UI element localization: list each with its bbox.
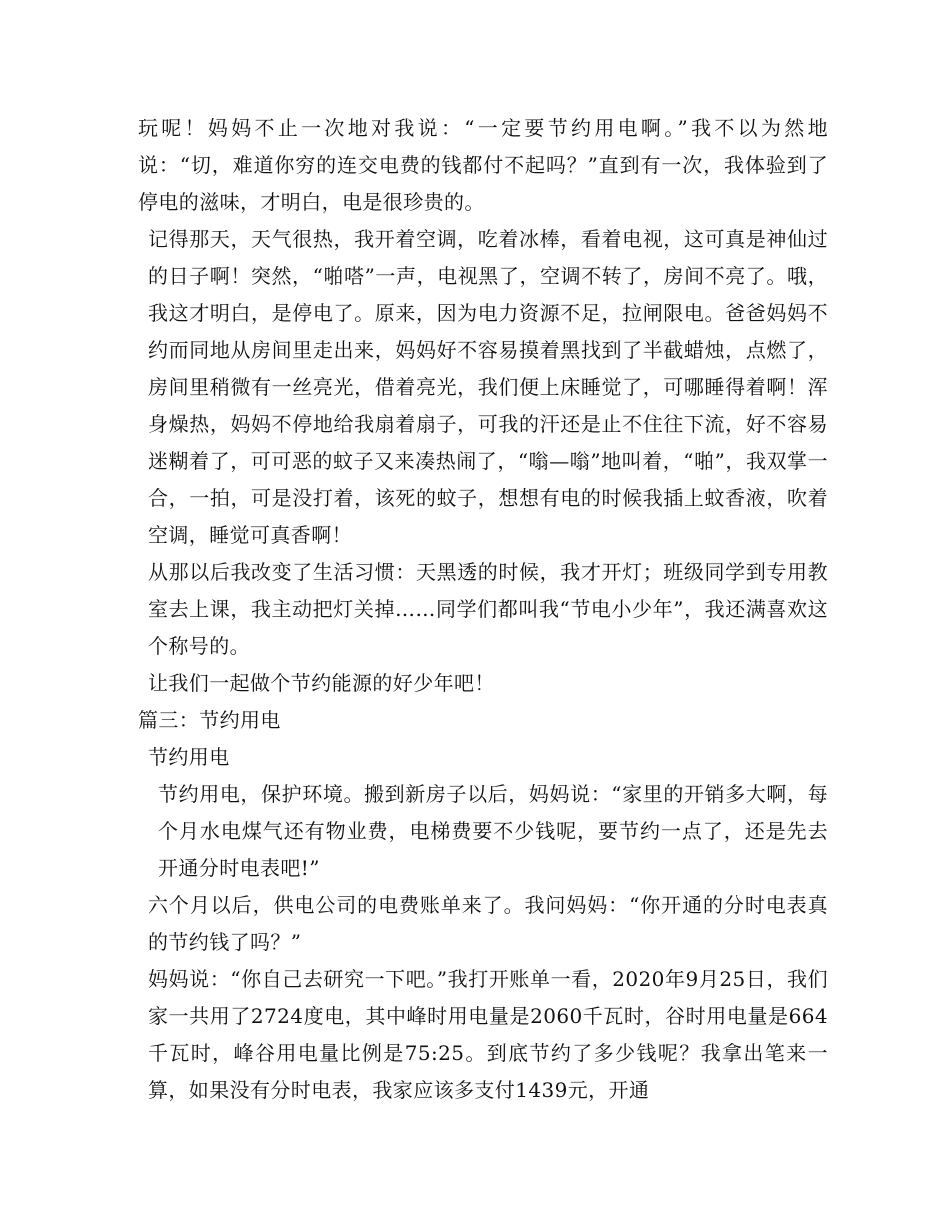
paragraph-power-outage-story: 记得那天，天气很热，我开着空调，吃着冰棒，看着电视，这可真是神仙过的日子啊！突然，“啪嗒”一声，电视黑了，空调不转了，房间不亮了。哦，我这才明白，是停电了。原来，因为电力资源不足，拉闸限电。爸爸妈妈不约而同地从房间里走出来，妈妈好不容易摸着黑找到了半截蜡烛，点燃了，房间里稍微有一丝亮光，借着亮光，我们便上床睡觉了，可哪睡得着啊！浑身燥热，妈妈不停地给我扇着扇子，可我的汗还是止不住往下流，好不容易迷糊着了，可可恶的蚊子又来凑热闹了，“嗡—嗡”地叫着，“啪”，我双掌一合，一拍，可是没打着，该死的蚊子，想想有电的时候我插上蚊香液，吹着空调，睡觉可真香啊！ (148, 227, 828, 547)
paragraph-habit-change: 从那以后我改变了生活习惯：天黑透的时候，我才开灯；班级同学到专用教室去上课，我主动把灯关掉……同学们都叫我“节电小少年”，我还满喜欢这个称号的。 (148, 560, 828, 658)
paragraph-electricity-bill: 六个月以后，供电公司的电费账单来了。我问妈妈：“你开通的分时电表真的节约钱了吗？” (148, 893, 828, 954)
paragraph-call-to-action: 让我们一起做个节约能源的好少年吧！ (148, 671, 495, 695)
section-heading-part-three: 篇三：节约用电 (138, 708, 281, 732)
paragraph-bill-analysis: 妈妈说：“你自己去研究一下吧。”我打开账单一看，2020年9月25日，我们家一共用了2724度电，其中峰时用电量是2060千瓦时，谷时用电量是664千瓦时，峰谷用电量比例是75:25。到底节约了多少钱呢？我拿出笔来一算，如果没有分时电表，我家应该多支付1439元，开通 (148, 967, 828, 1102)
essay-title: 节约用电 (148, 745, 230, 769)
paragraph-time-of-use-meter: 节约用电，保护环境。搬到新房子以后，妈妈说：“家里的开销多大啊，每个月水电煤气还有物业费，电梯费要不少钱呢，要节约一点了，还是先去开通分时电表吧!” (158, 782, 828, 880)
document-body (138, 110, 828, 1109)
paragraph-continued-mom-reminder: 玩呢！妈妈不止一次地对我说：“一定要节约用电啊。”我不以为然地说：“切，难道你穷的连交电费的钱都付不起吗？”直到有一次，我体验到了停电的滋味，才明白，电是很珍贵的。 (138, 116, 828, 214)
